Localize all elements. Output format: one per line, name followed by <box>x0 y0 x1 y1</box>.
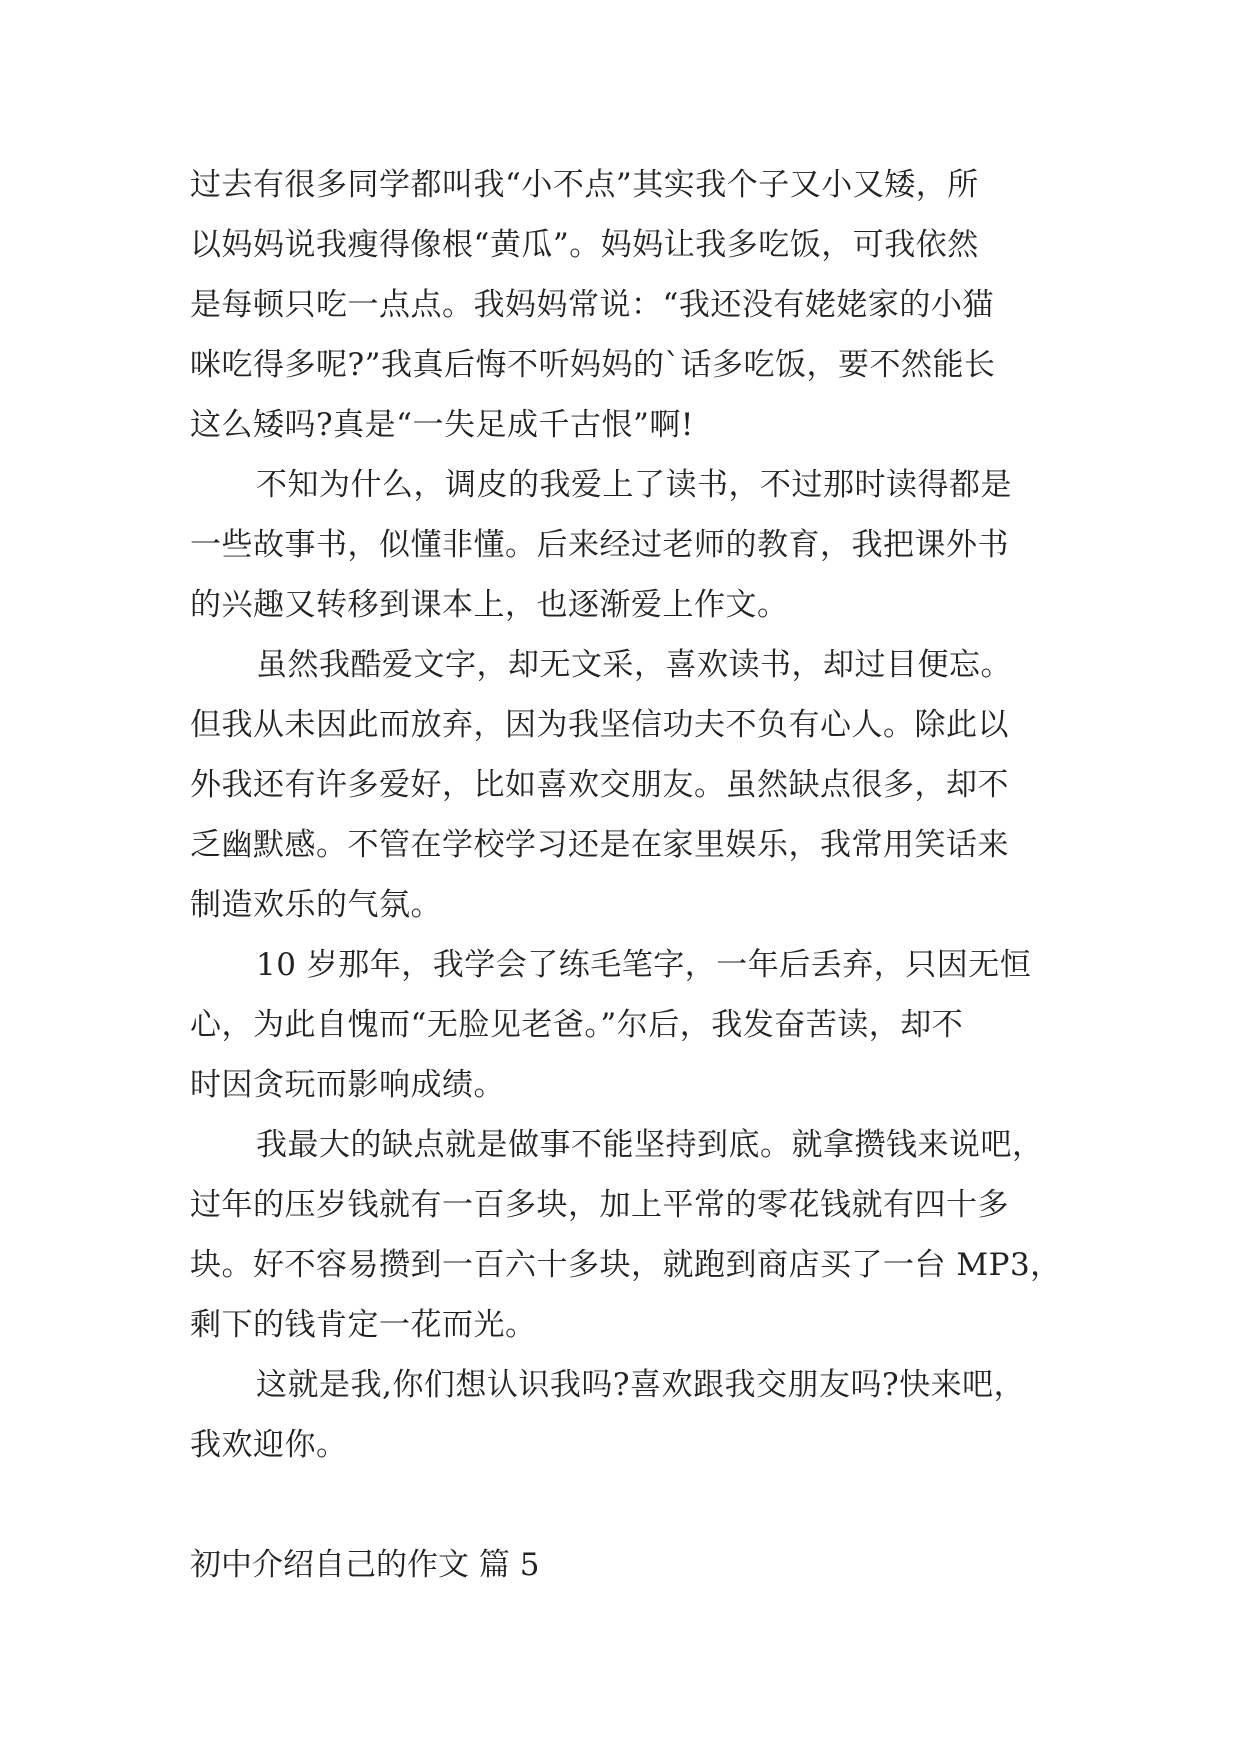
text-line: 不知为什么，调皮的我爱上了读书，不过那时读得都是 <box>256 467 1012 503</box>
text-line: 过年的压岁钱就有一百多块，加上平常的零花钱就有四十多 <box>190 1187 1009 1223</box>
text-line: 剩下的钱肯定一花而光。 <box>190 1307 537 1343</box>
text-line: 过去有很多同学都叫我“小不点”其实我个子又小又矮，所 <box>190 167 979 203</box>
text-line: 我欢迎你。 <box>190 1427 348 1463</box>
text-line: 外我还有许多爱好，比如喜欢交朋友。虽然缺点很多，却不 <box>190 767 1009 803</box>
section-heading: 初中介绍自己的作文 篇 5 <box>190 1547 540 1583</box>
text-line: 是每顿只吃一点点。我妈妈常说：“我还没有姥姥家的小猫 <box>190 287 994 323</box>
text-line: 制造欢乐的气氛。 <box>190 887 442 923</box>
text-line: 10 岁那年，我学会了练毛笔字，一年后丢弃，只因无恒 <box>256 947 1032 983</box>
text-line: 的兴趣又转移到课本上，也逐渐爱上作文。 <box>190 587 789 623</box>
text-line: 时因贪玩而影响成绩。 <box>190 1067 505 1103</box>
text-line: 一些故事书，似懂非懂。后来经过老师的教育，我把课外书 <box>190 527 1009 563</box>
text-line: 咪吃得多呢?”我真后悔不听妈妈的`话多吃饭，要不然能长 <box>190 347 996 383</box>
text-line: 但我从未因此而放弃，因为我坚信功夫不负有心人。除此以 <box>190 707 1009 743</box>
text-line: 我最大的缺点就是做事不能坚持到底。就拿攒钱来说吧， <box>256 1127 1044 1163</box>
text-line: 块。好不容易攒到一百六十多块，就跑到商店买了一台 MP3， <box>190 1247 1062 1283</box>
text-line: 虽然我酷爱文字，却无文采，喜欢读书，却过目便忘。 <box>256 647 1012 683</box>
text-line: 乏幽默感。不管在学校学习还是在家里娱乐，我常用笑话来 <box>190 827 1009 863</box>
text-line: 以妈妈说我瘦得像根“黄瓜”。妈妈让我多吃饭，可我依然 <box>190 227 979 263</box>
text-line: 这么矮吗?真是“一失足成千古恨”啊! <box>190 407 694 443</box>
text-line: 这就是我,你们想认识我吗?喜欢跟我交朋友吗?快来吧， <box>256 1367 1026 1403</box>
text-line: 心，为此自愧而“无脸见老爸。”尔后，我发奋苦读，却不 <box>190 1007 964 1043</box>
